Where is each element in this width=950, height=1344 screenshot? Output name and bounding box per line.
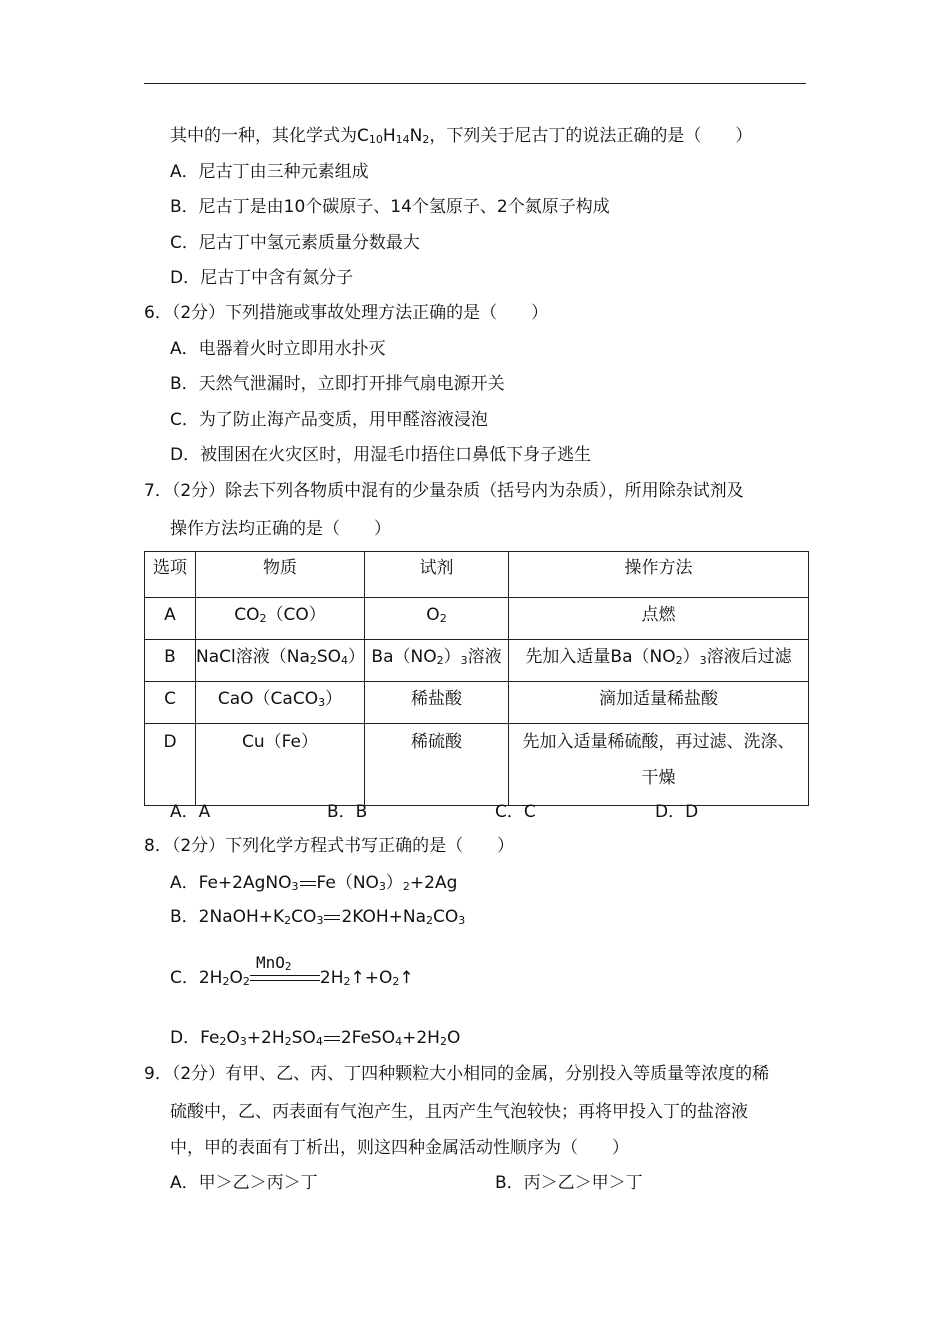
q7-answer-c: C．C [495, 802, 536, 822]
equals-sign [324, 1036, 340, 1041]
q7-stem-line2: 操作方法均正确的是（ ） [170, 519, 391, 539]
table-row [145, 682, 809, 724]
row-b-substance: NaCl溶液$(Na_2SO_4)$ [196, 640, 365, 682]
table-row [145, 640, 809, 682]
q6-option-b: B．天然气泄漏时，立即打开排气扇电源开关 [170, 374, 505, 394]
equals-sign [324, 915, 340, 920]
q9-option-b: B．丙＞乙＞甲＞丁 [495, 1173, 643, 1193]
q8-option-c: C．$2H_2O_2$ $2H_2↑+O_2↑$ [170, 968, 414, 988]
header-option: 选项 [145, 552, 196, 598]
row-d-substance: Cu（Fe） [196, 724, 365, 806]
row-d-method-line2: 干燥 [641, 768, 676, 788]
q8-option-a: A．Fe+2AgNO$_3$ $Fe(NO_3)_2+2Ag$ [170, 873, 458, 893]
q9-stem-line3: 中，甲的表面有丁析出，则这四种金属活动性顺序为（ ） [170, 1138, 629, 1158]
q9-option-a: A．甲＞乙＞丙＞丁 [170, 1173, 318, 1193]
row-a-substance: $CO_2(CO)$ [196, 598, 365, 640]
row-d-method [509, 724, 809, 806]
row-d-option: D [145, 724, 196, 806]
q5-option-d: D．尼古丁中含有氮分子 [170, 268, 354, 288]
row-d-method-line1: 先加入适量稀硫酸，再过滤、洗涤、 [522, 732, 795, 752]
equals-sign [300, 881, 316, 886]
q6-option-c: C．为了防止海产品变质，用甲醛溶液浸泡 [170, 410, 488, 430]
q8-option-d: D．$Fe_2O_3+2H_2SO_4$ $2FeSO_4+2H_2O$ [170, 1028, 461, 1048]
q7-answer-b: B．B [327, 802, 368, 822]
q6-option-a: A．电器着火时立即用水扑灭 [170, 339, 386, 359]
table-row [145, 598, 809, 640]
row-b-option: B [145, 640, 196, 682]
row-b-reagent: $Ba(NO_2)_3$溶液 [365, 640, 509, 682]
header-rule [144, 83, 806, 84]
q7-table [144, 551, 809, 806]
q6-option-d: D．被围困在火灾区时，用湿毛巾捂住口鼻低下身子逃生 [170, 445, 592, 465]
row-c-method: 滴加适量稀盐酸 [509, 682, 809, 724]
catalyst-label: MnO$_2$ [256, 953, 292, 973]
row-a-reagent: $O_2$ [365, 598, 509, 640]
q5-option-b: B．尼古丁是由10个碳原子、14个氢原子、2个氮原子构成 [170, 197, 610, 217]
q5-option-c: C．尼古丁中氢元素质量分数最大 [170, 233, 420, 253]
row-a-method: 点燃 [509, 598, 809, 640]
q9-stem-line2: 硫酸中，乙、丙表面有气泡产生，且丙产生气泡较快；再将甲投入丁的盐溶液 [170, 1102, 748, 1122]
q8-stem: 8．（2分）下列化学方程式书写正确的是（ ） [144, 836, 515, 856]
header-substance: 物质 [196, 552, 365, 598]
header-method: 操作方法 [509, 552, 809, 598]
q8-option-b: B．$2NaOH+K_2CO_3$ $2KOH+Na_2CO_3$ [170, 907, 466, 927]
q7-answer-a: A．A [170, 802, 211, 822]
q9-stem-line1: 9．（2分）有甲、乙、丙、丁四种颗粒大小相同的金属，分别投入等质量等浓度的稀 [144, 1064, 770, 1084]
condition-line [250, 975, 320, 981]
table-row [145, 724, 809, 806]
q6-stem: 6．（2分）下列措施或事故处理方法正确的是（ ） [144, 303, 549, 323]
row-c-substance: CaO（CaCO$_3$） [196, 682, 365, 724]
q5-option-a: A．尼古丁由三种元素组成 [170, 162, 369, 182]
row-c-reagent: 稀盐酸 [365, 682, 509, 724]
header-reagent: 试剂 [365, 552, 509, 598]
q7-answer-d: D．D [655, 802, 699, 822]
table-header-row [145, 552, 809, 598]
q5-stem: 其中的一种，其化学式为$C_{10}H_{14}N_2$，下列关于尼古丁的说法正确的是（ ） [170, 126, 753, 146]
row-d-reagent: 稀硫酸 [365, 724, 509, 806]
q7-stem-line1: 7．（2分）除去下列各物质中混有的少量杂质（括号内为杂质），所用除杂试剂及 [144, 481, 744, 501]
row-a-option: A [145, 598, 196, 640]
row-c-option: C [145, 682, 196, 724]
row-b-method: 先加入适量$Ba(NO_2)_3$溶液后过滤 [509, 640, 809, 682]
